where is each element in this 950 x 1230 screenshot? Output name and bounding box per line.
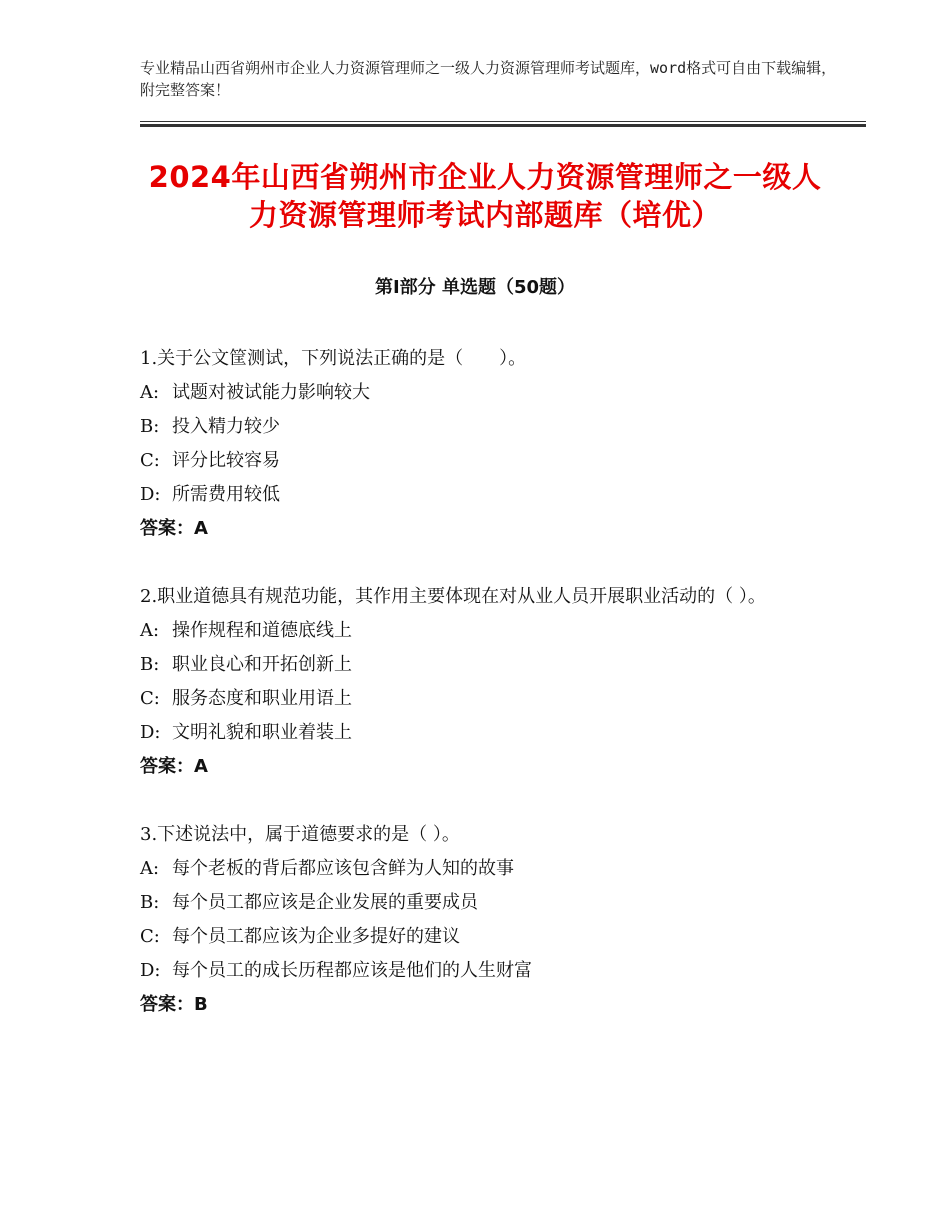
header-divider-thick	[140, 124, 866, 127]
option-text: 所需费用较低	[172, 484, 280, 505]
option-text: 投入精力较少	[172, 416, 280, 437]
answer: 答案：B	[140, 994, 208, 1015]
question-list	[140, 342, 820, 1056]
option-text: 试题对被试能力影响较大	[172, 382, 370, 403]
option-text: 评分比较容易	[172, 450, 280, 471]
option-letter: C:	[140, 688, 160, 709]
option-b	[140, 886, 820, 920]
option-b	[140, 648, 820, 682]
document-title: 2024年山西省朔州市企业人力资源管理师之一级人力资源管理师考试内部题库（培优）	[148, 160, 822, 232]
option-a	[140, 376, 820, 410]
option-letter: A:	[140, 382, 160, 403]
option-letter: C:	[140, 926, 160, 947]
option-text: 操作规程和道德底线上	[172, 620, 352, 641]
option-d	[140, 954, 820, 988]
option-c	[140, 444, 820, 478]
question-2	[140, 580, 820, 784]
option-text: 服务态度和职业用语上	[172, 688, 352, 709]
option-a	[140, 614, 820, 648]
answer: 答案：A	[140, 518, 208, 539]
option-c	[140, 920, 820, 954]
option-b	[140, 410, 820, 444]
option-letter: D:	[140, 722, 161, 743]
option-a	[140, 852, 820, 886]
option-letter: D:	[140, 484, 161, 505]
option-text: 每个员工都应该为企业多提好的建议	[172, 926, 460, 947]
option-letter: B:	[140, 416, 160, 437]
header-note: 专业精品山西省朔州市企业人力资源管理师之一级人力资源管理师考试题库，word格式可自由下载编辑，附完整答案！	[140, 59, 837, 99]
option-letter: B:	[140, 892, 160, 913]
option-d	[140, 716, 820, 750]
option-d	[140, 478, 820, 512]
option-letter: A:	[140, 620, 160, 641]
option-text: 每个员工都应该是企业发展的重要成员	[172, 892, 478, 913]
question-stem: 2.职业道德具有规范功能，其作用主要体现在对从业人员开展职业活动的（ ）。	[140, 586, 766, 607]
question-stem: 1.关于公文筐测试，下列说法正确的是（ ）。	[140, 348, 527, 369]
question-stem: 3.下述说法中，属于道德要求的是（ ）。	[140, 824, 460, 845]
option-letter: D:	[140, 960, 161, 981]
section-title: 第Ⅰ部分 单选题（50题）	[374, 277, 575, 298]
option-text: 文明礼貌和职业着装上	[172, 722, 352, 743]
header-divider-thin	[140, 121, 866, 122]
option-c	[140, 682, 820, 716]
question-3	[140, 818, 820, 1022]
option-text: 每个员工的成长历程都应该是他们的人生财富	[172, 960, 532, 981]
option-text: 每个老板的背后都应该包含鲜为人知的故事	[172, 858, 514, 879]
option-text: 职业良心和开拓创新上	[172, 654, 352, 675]
question-1	[140, 342, 820, 546]
answer: 答案：A	[140, 756, 208, 777]
option-letter: B:	[140, 654, 160, 675]
option-letter: A:	[140, 858, 160, 879]
option-letter: C:	[140, 450, 160, 471]
